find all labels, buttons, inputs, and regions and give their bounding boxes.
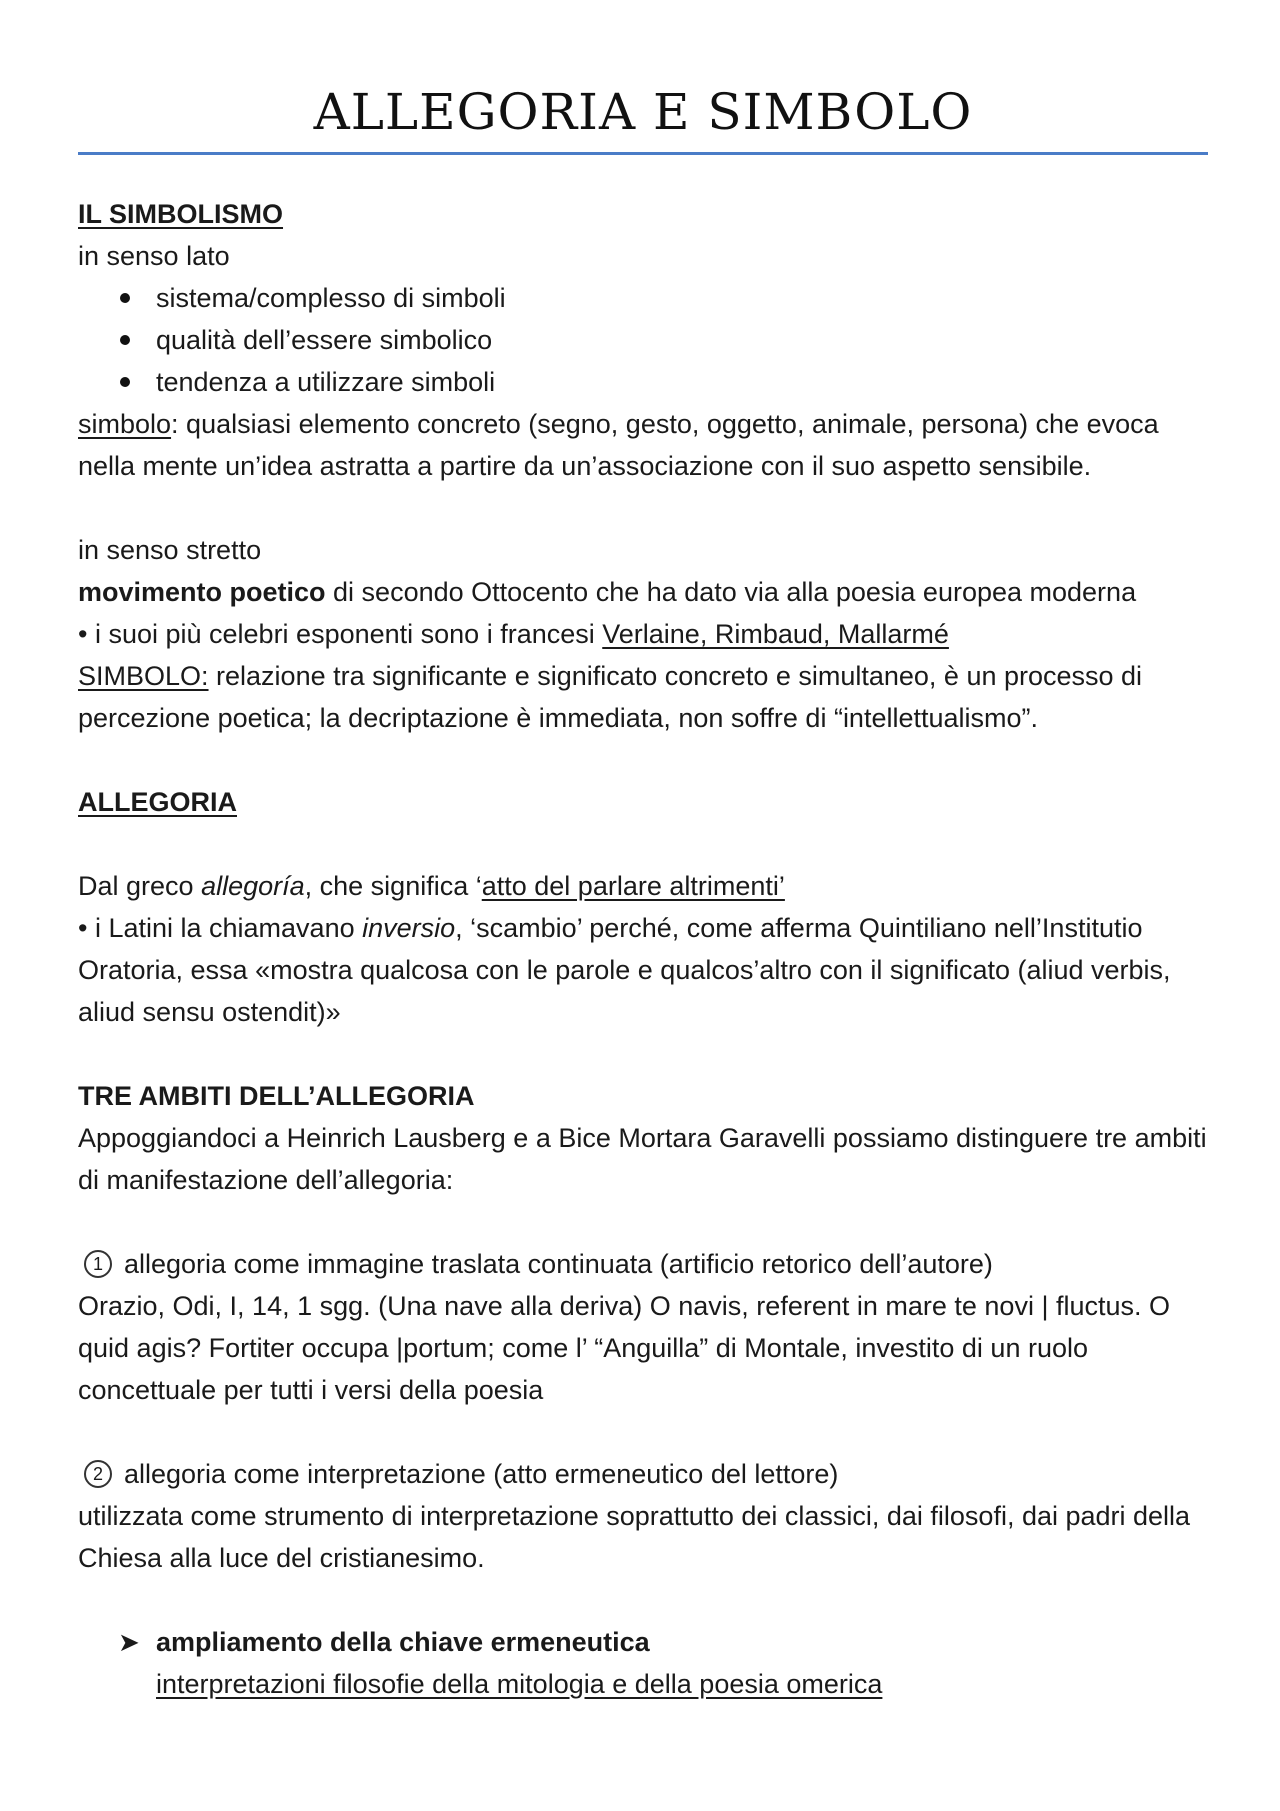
senso-lato-label: in senso lato	[78, 241, 230, 271]
section-heading-allegoria: ALLEGORIA	[78, 787, 237, 817]
ambiti-intro: Appoggiandoci a Heinrich Lausberg e a Bice Mortara Garavelli possiamo distinguere tre ambiti di manifestazione dell’allegoria:	[78, 1123, 1207, 1195]
circled-number-1: 1	[84, 1250, 112, 1278]
bullet-item: qualità dell’essere simbolico	[78, 319, 1208, 361]
senso-stretto-label: in senso stretto	[78, 535, 262, 565]
esponenti-paragraph: • i suoi più celebri esponenti sono i francesi Verlaine, Rimbaud, Mallarmé	[78, 619, 949, 649]
simbolo-caps-paragraph: SIMBOLO: relazione tra significante e significato concreto e simultaneo, è un processo di percezione poetica; la decriptazione è immediata, non soffre di “intellettualismo”.	[78, 661, 1143, 733]
esponenti-names: Verlaine, Rimbaud, Mallarmé	[602, 619, 949, 649]
section-heading-simbolismo: IL SIMBOLISMO	[78, 199, 284, 229]
ambito-two-title: 2 allegoria come interpretazione (atto ermeneutico del lettore)	[78, 1453, 1208, 1495]
arrow-bullet-icon: ➤	[118, 1627, 140, 1657]
ambito-one-text: Orazio, Odi, I, 14, 1 sgg. (Una nave alla deriva) O navis, referent in mare te novi | fluctus. O quid agis? Fortiter occupa |portum; come l’ “Anguilla” di Montale, investito di un ruolo concettuale per tutti i versi della poesia	[78, 1291, 1170, 1405]
bullet-item: sistema/complesso di simboli	[78, 277, 1208, 319]
movimento-paragraph: movimento poetico di secondo Ottocento che ha dato via alla poesia europea moderna	[78, 577, 1137, 607]
simbolo-definition: simbolo: qualsiasi elemento concreto (segno, gesto, oggetto, animale, persona) che evoca nella mente un’idea astratta a partire da un’associazione con il suo aspetto sensibile.	[78, 409, 1159, 481]
bullet-item: tendenza a utilizzare simboli	[78, 361, 1208, 403]
latini-paragraph: • i Latini la chiamavano inversio, ‘scambio’ perché, come afferma Quintiliano nell’Institutio Oratoria, essa «mostra qualcosa con le parole e qualcos’altro con il significato (aliud verbis, aliud sensu ostendit)»	[78, 913, 1171, 1027]
simbolo-term: simbolo	[78, 409, 172, 439]
arrow-item-title: ➤ ampliamento della chiave ermeneutica	[78, 1621, 1208, 1663]
page-title: ALLEGORIA E SIMBOLO	[313, 83, 973, 141]
title-divider	[78, 152, 1208, 155]
document-page	[78, 0, 1208, 1705]
ambito-two-text: utilizzata come strumento di interpretazione soprattutto dei classici, dai filosofi, dai padri della Chiesa alla luce del cristianesimo.	[78, 1501, 1191, 1573]
section-heading-ambiti: TRE AMBITI DELL’ALLEGORIA	[78, 1081, 475, 1111]
ambito-one-title: 1 allegoria come immagine traslata continuata (artificio retorico dell’autore)	[78, 1243, 1208, 1285]
arrow-item-text: interpretazioni filosofie della mitologia e della poesia omerica	[156, 1669, 883, 1699]
greco-paragraph: Dal greco allegoría, che significa ‘atto del parlare altrimenti’	[78, 871, 785, 901]
circled-number-2: 2	[84, 1460, 112, 1488]
